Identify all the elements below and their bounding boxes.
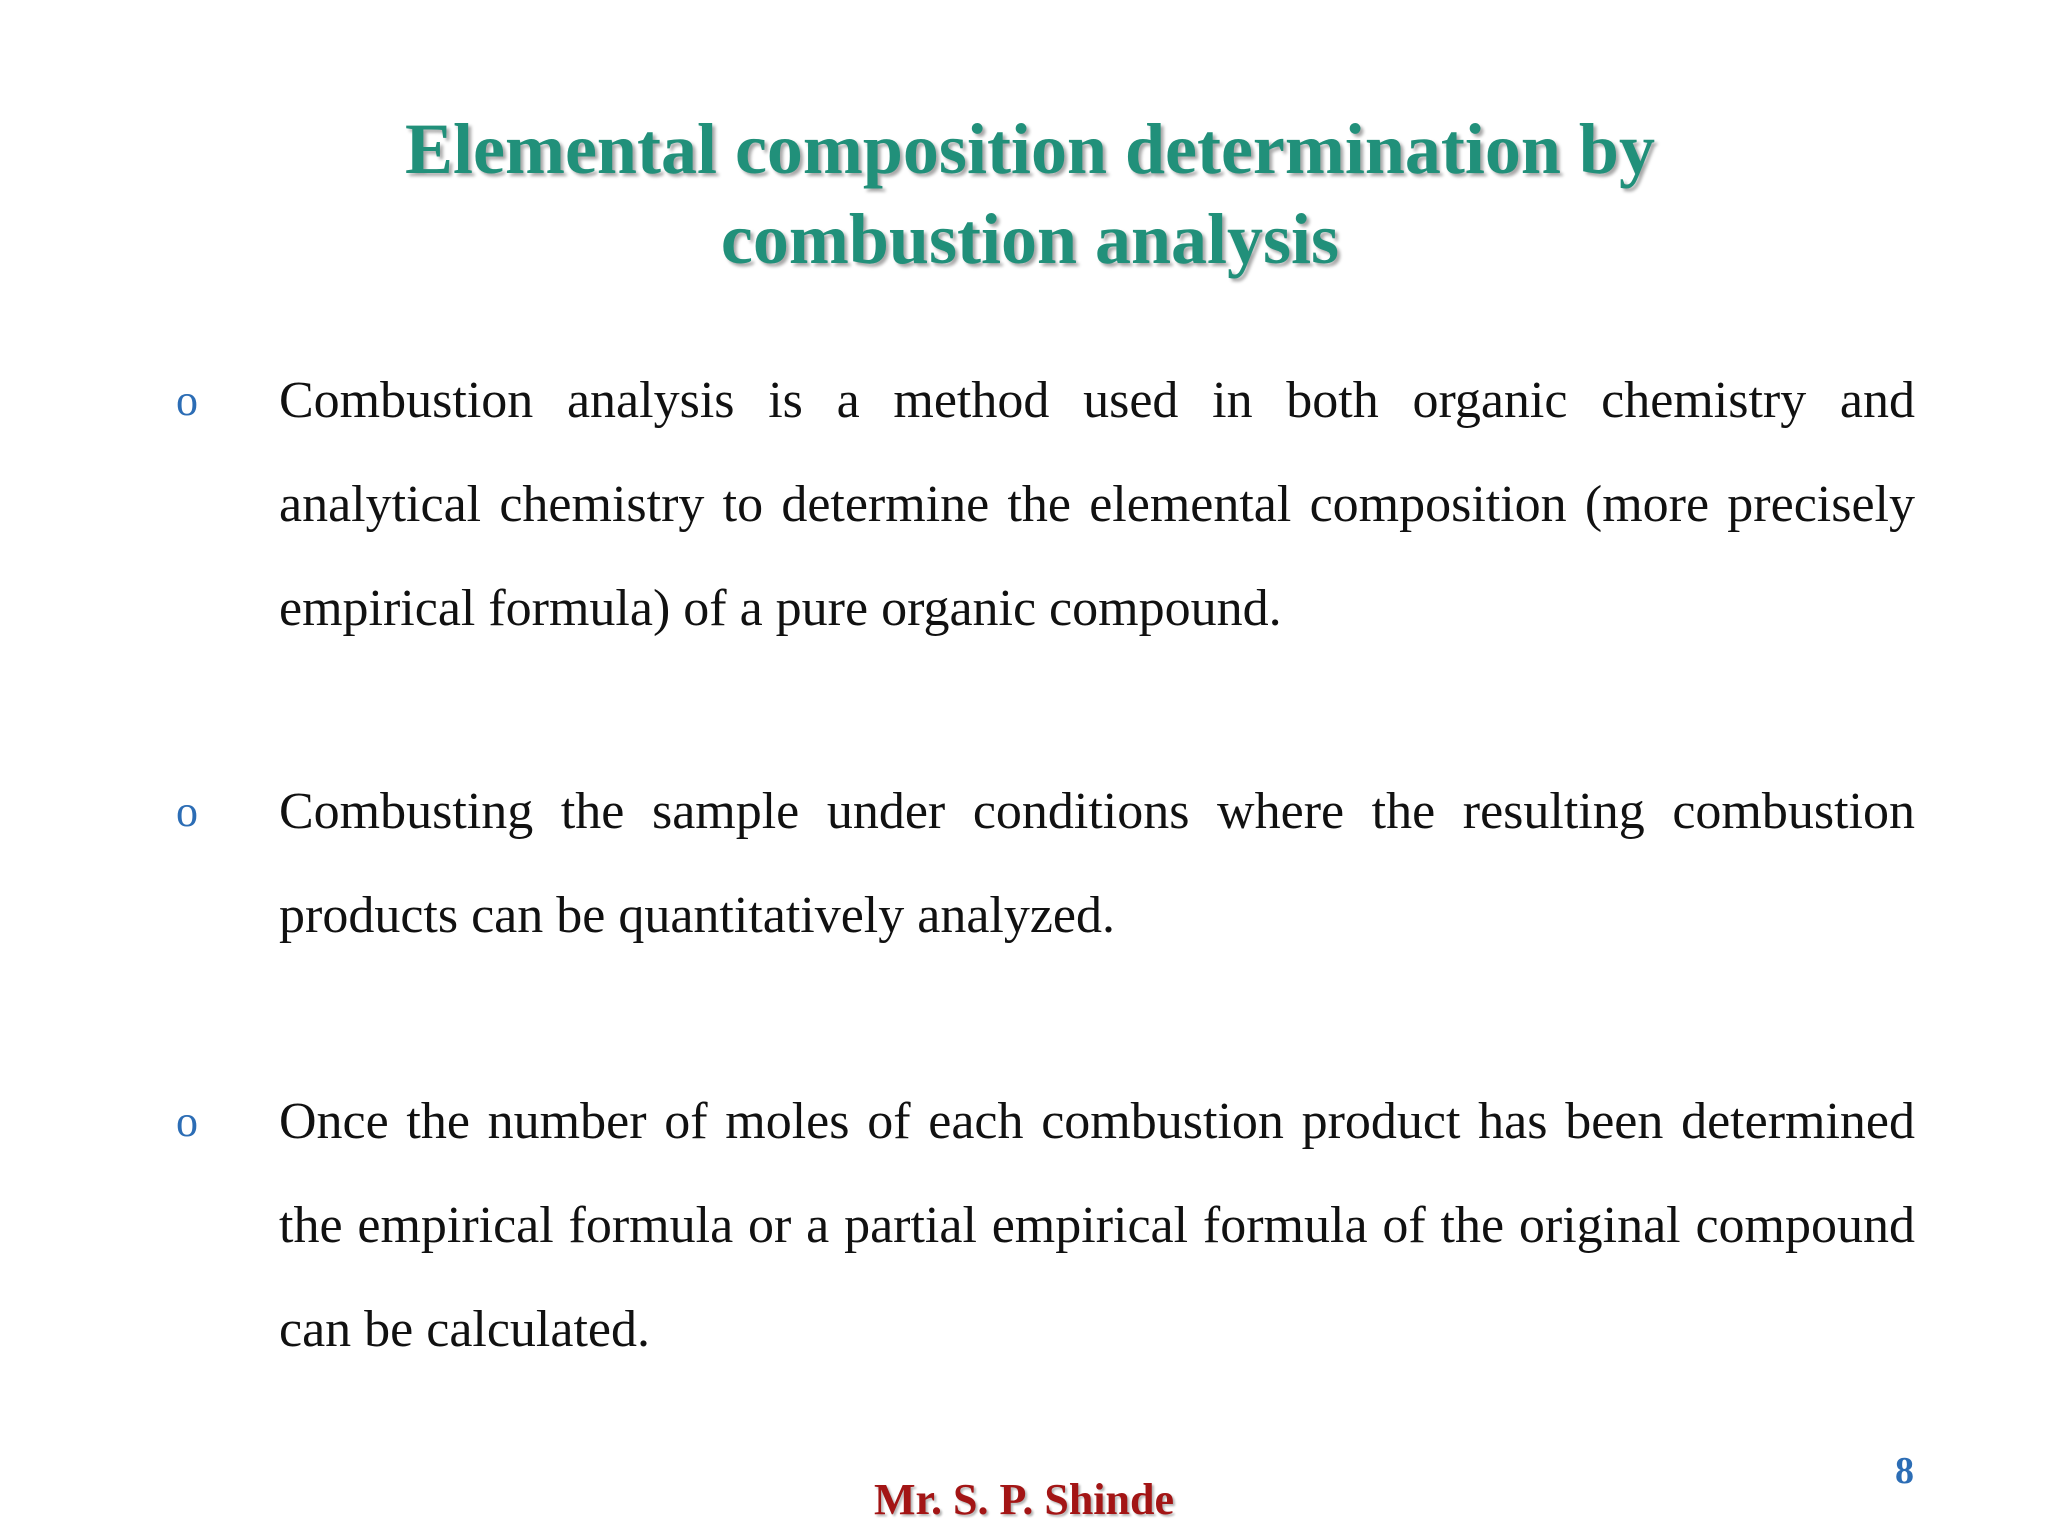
slide-title-line-2: combustion analysis: [720, 199, 1340, 279]
bullet-marker-icon: o: [176, 376, 198, 425]
bullet-text: Combusting the sample under conditions where the resulting combustion products can be quantitatively analyzed.: [279, 783, 1915, 944]
bullet-marker-icon: o: [176, 1097, 198, 1146]
page-number: 8: [1895, 1450, 1914, 1492]
bullet-text: Combustion analysis is a method used in both organic chemistry and analytical chemistry to determine the elemental composition (more precisely empirical formula) of a pure organic compound.: [279, 372, 1915, 637]
author-footer: Mr. S. P. Shinde: [874, 1475, 1174, 1524]
bullet-text: Once the number of moles of each combustion product has been determined the empirical formula or a partial empirical formula of the original compound can be calculated.: [279, 1093, 1915, 1358]
slide-title-line-1: Elemental composition determination by: [405, 109, 1655, 189]
bullet-marker-icon: o: [176, 787, 198, 836]
